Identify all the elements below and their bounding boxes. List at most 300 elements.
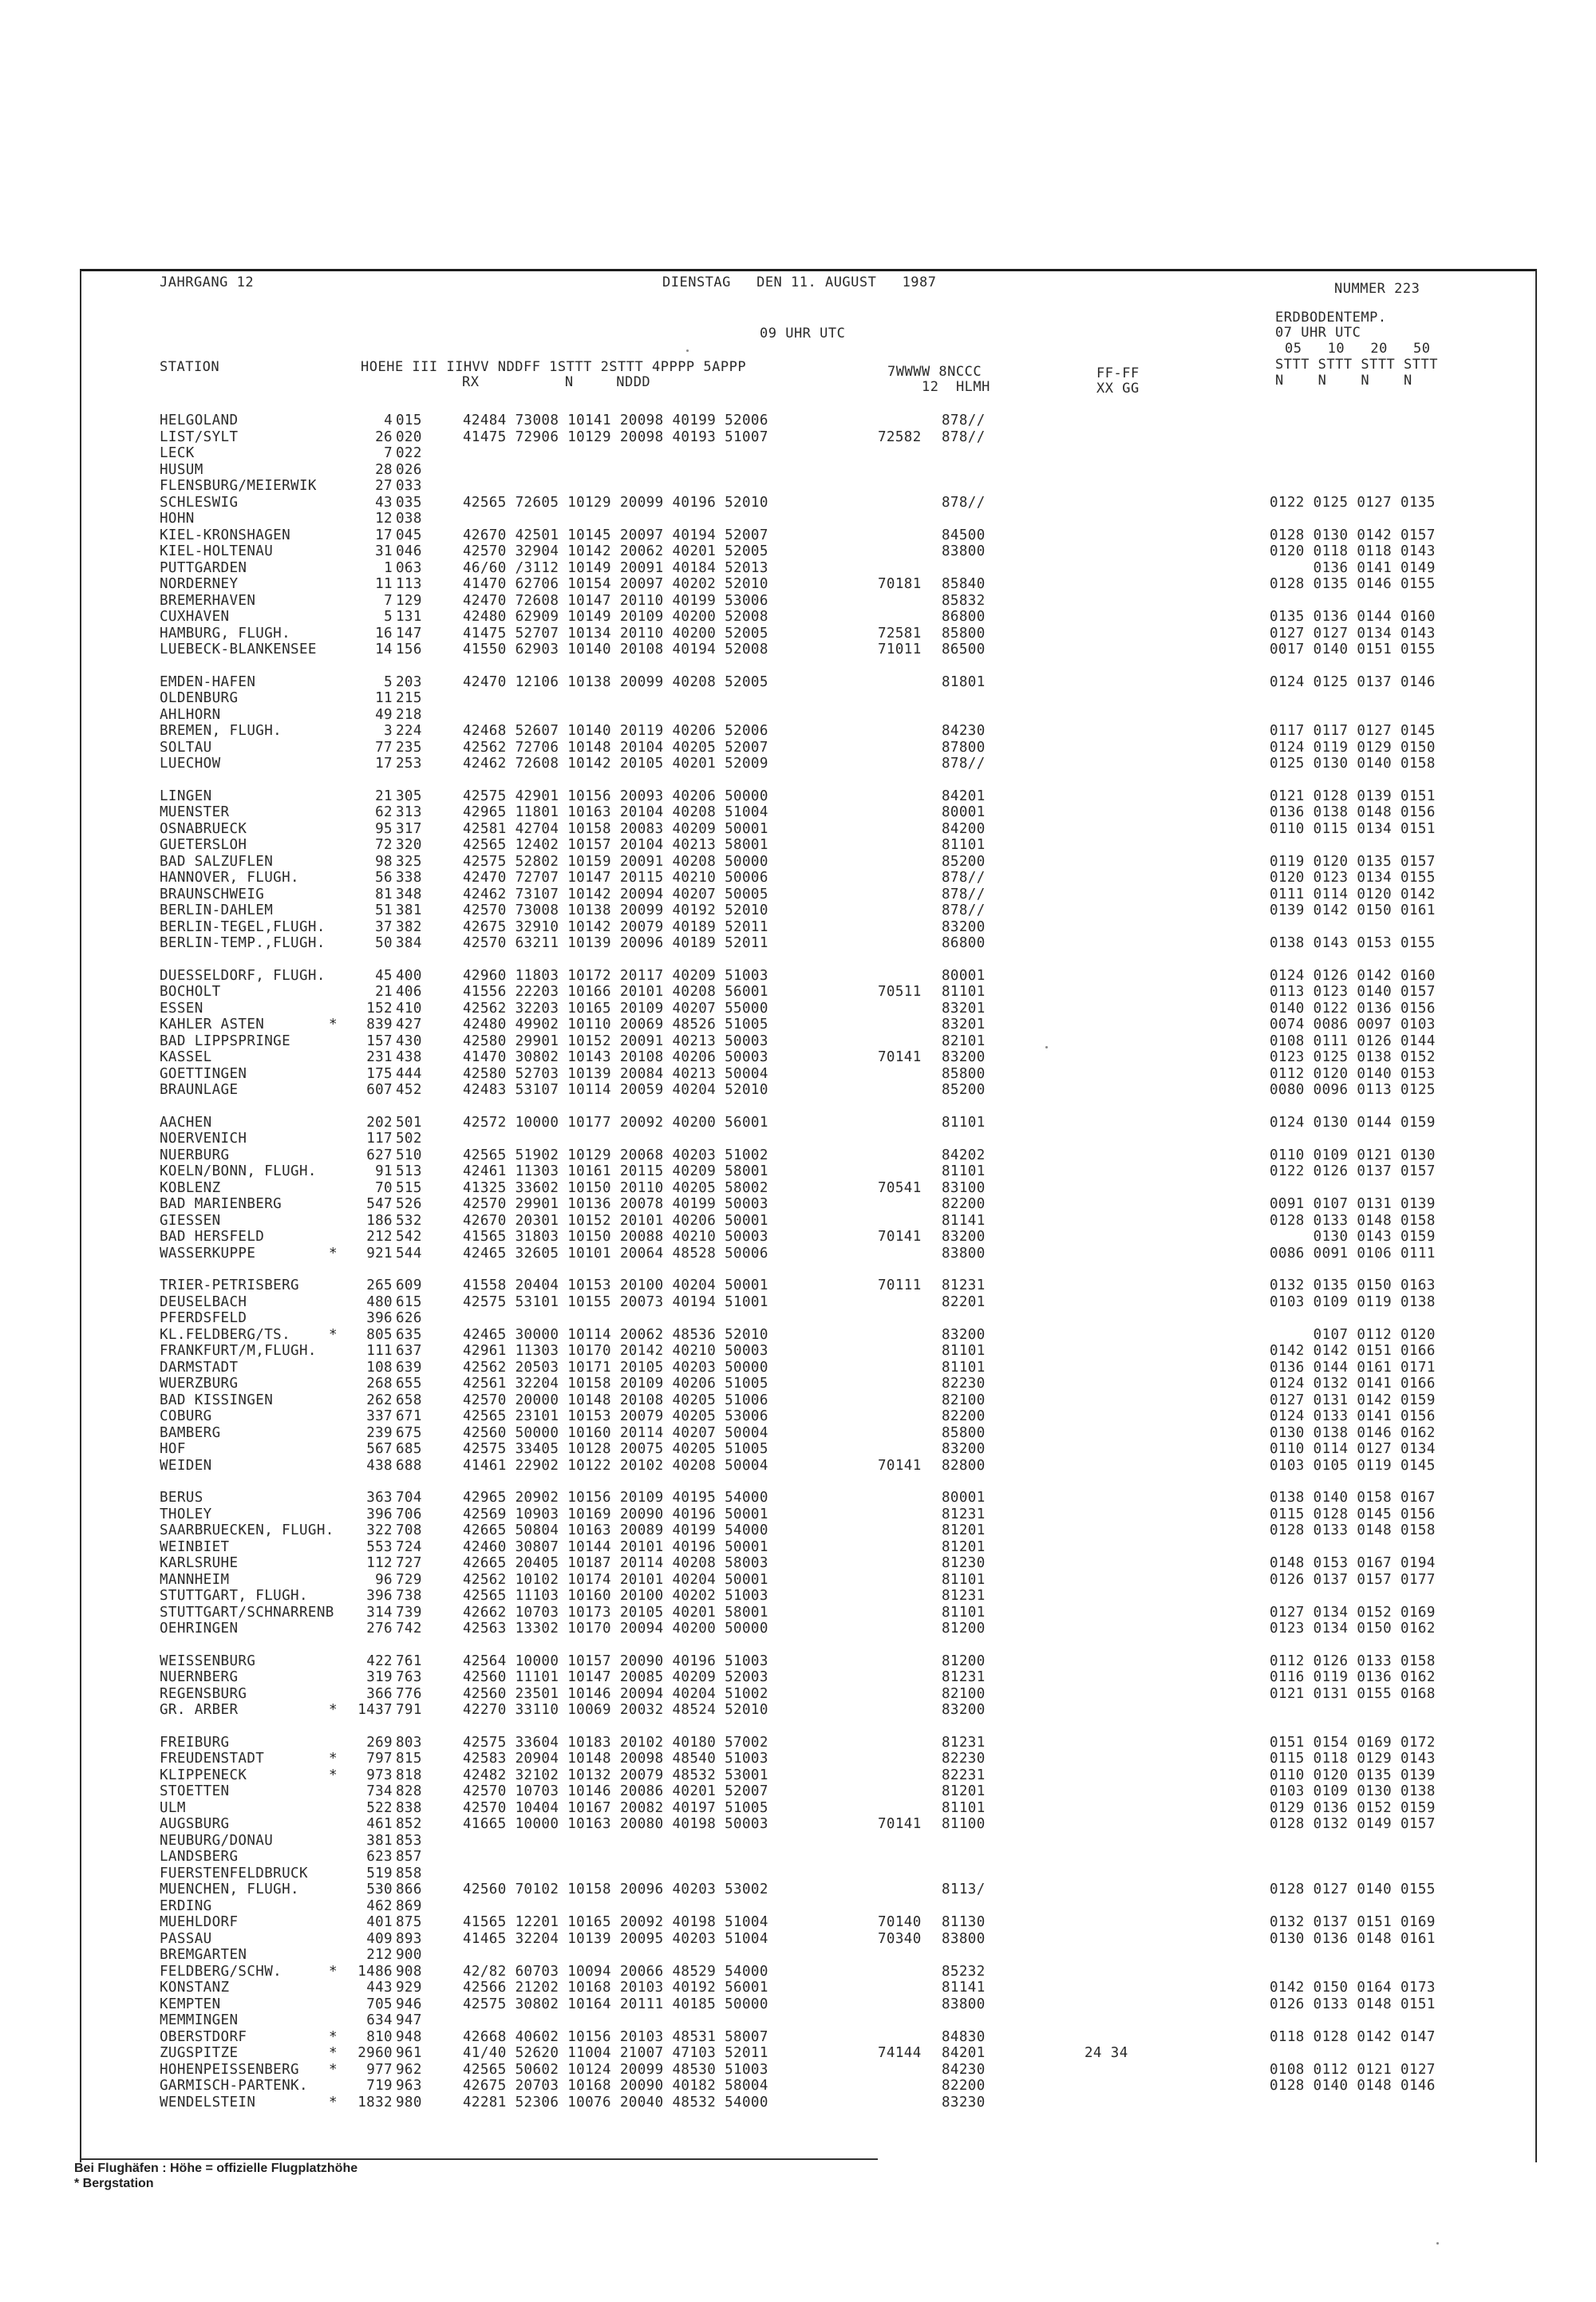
- soil-temp-title: ERDBODENTEMP.: [1275, 310, 1387, 326]
- weather-group-7: 70140: [878, 1914, 922, 1930]
- station-height: 112: [366, 1555, 393, 1571]
- station-name: FLENSBURG/MEIERWIK: [160, 478, 317, 494]
- station-index: 020: [396, 428, 422, 445]
- cloud-group-8: 878//: [942, 902, 986, 918]
- station-index: 900: [396, 1947, 422, 1963]
- station-height: 363: [366, 1490, 393, 1506]
- col-station: STATION: [160, 359, 220, 375]
- soil-temps: 0123 0125 0138 0152: [1270, 1049, 1436, 1065]
- station-name: HELGOLAND: [160, 413, 239, 428]
- station-name: BAD MARIENBERG: [160, 1196, 282, 1212]
- station-index: 866: [396, 1881, 422, 1897]
- soil-temps: 0130 0143 0159: [1270, 1229, 1436, 1245]
- station-height: 805: [366, 1326, 393, 1343]
- mountain-mark: *: [329, 2094, 338, 2110]
- station-height: 70: [375, 1179, 393, 1196]
- synop-groups: 42561 32204 10158 20109 40206 51005: [463, 1376, 768, 1392]
- station-height: 21: [375, 788, 393, 804]
- mountain-mark: *: [329, 2028, 338, 2045]
- station-name: NUERBURG: [160, 1147, 230, 1163]
- synop-groups: 42462 72608 10142 20105 40201 52009: [463, 756, 768, 772]
- soil-temps: 0128 0127 0140 0155: [1270, 1881, 1436, 1897]
- soil-temps: 0080 0096 0113 0125: [1270, 1082, 1436, 1098]
- station-name: DEUSELBACH: [160, 1293, 247, 1310]
- station-index: 739: [396, 1604, 422, 1621]
- station-height: 49: [375, 706, 393, 723]
- station-height: 5: [384, 673, 393, 690]
- cloud-group-8: 878//: [942, 756, 986, 772]
- weather-group-7: 70111: [878, 1277, 922, 1293]
- station-height: 607: [366, 1082, 393, 1098]
- station-name: MANNHEIM: [160, 1571, 230, 1588]
- soil-temps: 0103 0109 0119 0138: [1270, 1293, 1436, 1310]
- station-name: BAMBERG: [160, 1424, 221, 1441]
- soil-codes: STTT STTT STTT STTT: [1275, 357, 1438, 373]
- soil-temps: 0136 0141 0149: [1270, 559, 1436, 576]
- synop-groups: 42570 29901 10136 20078 40199 50003: [463, 1196, 768, 1212]
- station-height: 319: [366, 1669, 393, 1685]
- station-index: 675: [396, 1424, 422, 1441]
- soil-temps: 0129 0136 0152 0159: [1270, 1799, 1436, 1816]
- soil-temps: 0128 0130 0142 0157: [1270, 527, 1436, 543]
- cloud-group-8: 86800: [942, 935, 986, 951]
- station-index: 317: [396, 820, 422, 837]
- soil-temps: 0017 0140 0151 0155: [1270, 642, 1436, 657]
- station-name: WENDELSTEIN: [160, 2094, 256, 2110]
- synop-groups: 42580 29901 10152 20091 40213 50003: [463, 1033, 768, 1049]
- station-height: 50: [375, 935, 393, 951]
- station-index: 501: [396, 1114, 422, 1131]
- cloud-group-8: 84500: [942, 527, 986, 543]
- soil-temps: 0111 0114 0120 0142: [1270, 886, 1436, 902]
- station-height: 45: [375, 967, 393, 984]
- synop-groups: 42565 50602 10124 20099 48530 51003: [463, 2061, 768, 2078]
- cloud-group-8: 85832: [942, 592, 986, 609]
- cloud-group-8: 83800: [942, 1996, 986, 2012]
- synop-groups: 42562 20503 10171 20105 40203 50000: [463, 1359, 768, 1376]
- station-height: 443: [366, 1980, 393, 1996]
- cloud-group-8: 82230: [942, 1751, 986, 1767]
- soil-temps: 0127 0131 0142 0159: [1270, 1392, 1436, 1408]
- station-name: WEISSENBURG: [160, 1652, 256, 1669]
- station-name: WUERZBURG: [160, 1376, 239, 1392]
- synop-groups: 41470 30802 10143 20108 40206 50003: [463, 1049, 768, 1065]
- cloud-group-8: 81200: [942, 1621, 986, 1637]
- soil-temps: 0119 0120 0135 0157: [1270, 853, 1436, 870]
- station-index: 046: [396, 543, 422, 559]
- station-index: 776: [396, 1685, 422, 1702]
- station-index: 708: [396, 1522, 422, 1538]
- station-index: 513: [396, 1163, 422, 1179]
- weather-group-7: 72581: [878, 625, 922, 642]
- station-index: 384: [396, 935, 422, 951]
- synop-groups: 46/60 /3112 10149 20091 40184 52013: [463, 559, 768, 576]
- station-name: LANDSBERG: [160, 1849, 239, 1865]
- soil-depths: 05 10 20 50: [1285, 341, 1431, 357]
- synop-groups: 41556 22203 10166 20101 40208 56001: [463, 984, 768, 1000]
- cloud-group-8: 81201: [942, 1538, 986, 1555]
- soil-temps: 0127 0134 0152 0169: [1270, 1604, 1436, 1621]
- station-height: 462: [366, 1897, 393, 1914]
- station-height: 12: [375, 511, 393, 527]
- soil-temps: 0122 0125 0127 0135: [1270, 494, 1436, 511]
- synop-groups: 42575 30802 10164 20111 40185 50000: [463, 1996, 768, 2012]
- issue-number: NUMMER 223: [1334, 281, 1420, 297]
- station-height: 438: [366, 1457, 393, 1474]
- cloud-group-8: 81201: [942, 1783, 986, 1799]
- synop-groups: 42961 11303 10170 20142 40210 50003: [463, 1343, 768, 1359]
- cloud-group-8: 85200: [942, 1082, 986, 1098]
- cloud-group-8: 87800: [942, 739, 986, 756]
- station-index: 946: [396, 1996, 422, 2012]
- station-height: 7: [384, 592, 393, 609]
- cloud-group-8: 82101: [942, 1033, 986, 1049]
- soil-temps: 0130 0136 0148 0161: [1270, 1930, 1436, 1947]
- station-height: 322: [366, 1522, 393, 1538]
- soil-temps: 0110 0115 0134 0151: [1270, 820, 1436, 837]
- station-index: 838: [396, 1799, 422, 1816]
- station-index: 427: [396, 1017, 422, 1033]
- station-height: 17: [375, 756, 393, 772]
- synop-groups: 42670 42501 10145 20097 40194 52007: [463, 527, 768, 543]
- station-index: 908: [396, 1963, 422, 1980]
- station-height: 337: [366, 1408, 393, 1424]
- station-name: KL.FELDBERG/TS.: [160, 1326, 291, 1343]
- station-height: 480: [366, 1293, 393, 1310]
- cloud-group-8: 81141: [942, 1212, 986, 1229]
- station-name: PFERDSFELD: [160, 1310, 247, 1326]
- synop-groups: 42581 42704 10158 20083 40209 50001: [463, 820, 768, 837]
- soil-temps: 0117 0117 0127 0145: [1270, 723, 1436, 739]
- cloud-group-8: 85200: [942, 853, 986, 870]
- station-index: 763: [396, 1669, 422, 1685]
- mountain-mark: *: [329, 2045, 338, 2061]
- soil-temps: 0124 0133 0141 0156: [1270, 1408, 1436, 1424]
- station-height: 567: [366, 1441, 393, 1457]
- synop-groups: 41475 52707 10134 20110 40200 52005: [463, 625, 768, 642]
- cloud-group-8: 83800: [942, 1245, 986, 1262]
- station-index: 635: [396, 1326, 422, 1343]
- weather-group-7: 72582: [878, 428, 922, 445]
- station-index: 325: [396, 853, 422, 870]
- station-height: 212: [366, 1947, 393, 1963]
- station-index: 706: [396, 1506, 422, 1522]
- station-name: BOCHOLT: [160, 984, 221, 1000]
- soil-temps: 0121 0128 0139 0151: [1270, 788, 1436, 804]
- soil-temps: 0091 0107 0131 0139: [1270, 1196, 1436, 1212]
- station-index: 857: [396, 1849, 422, 1865]
- cloud-group-8: 85800: [942, 1065, 986, 1082]
- soil-temps: 0126 0137 0157 0177: [1270, 1571, 1436, 1588]
- station-height: 51: [375, 902, 393, 918]
- table-bottom-rule: [80, 2158, 878, 2160]
- synop-groups: 42465 32605 10101 20064 48528 50006: [463, 1245, 768, 1262]
- station-height: 1437: [358, 1702, 393, 1718]
- cloud-group-8: 86500: [942, 642, 986, 657]
- station-index: 853: [396, 1832, 422, 1849]
- synop-groups: 42270 33110 10069 20032 48524 52010: [463, 1702, 768, 1718]
- soil-temps: 0115 0128 0145 0156: [1270, 1506, 1436, 1522]
- station-name: KONSTANZ: [160, 1980, 230, 1996]
- station-name: BERUS: [160, 1490, 203, 1506]
- station-index: 639: [396, 1359, 422, 1376]
- station-index: 893: [396, 1930, 422, 1947]
- mountain-mark: *: [329, 1017, 338, 1033]
- station-name: ESSEN: [160, 1000, 203, 1017]
- wind-gust: 24 34: [1084, 2045, 1128, 2061]
- synop-groups: 42562 72706 10148 20104 40205 52007: [463, 739, 768, 756]
- station-index: 515: [396, 1179, 422, 1196]
- cloud-group-8: 81201: [942, 1522, 986, 1538]
- col-ff: FF-FF: [1096, 365, 1140, 381]
- station-height: 705: [366, 1996, 393, 2012]
- station-index: 658: [396, 1392, 422, 1408]
- station-height: 72: [375, 837, 393, 853]
- synop-groups: 42565 51902 10129 20068 40203 51002: [463, 1147, 768, 1163]
- station-index: 035: [396, 494, 422, 511]
- soil-temps: 0123 0134 0150 0162: [1270, 1621, 1436, 1637]
- cloud-group-8: 82201: [942, 1293, 986, 1310]
- station-index: 026: [396, 461, 422, 478]
- station-name: BAD SALZUFLEN: [160, 853, 274, 870]
- mountain-mark: *: [329, 1751, 338, 1767]
- synop-groups: 42575 52802 10159 20091 40208 50000: [463, 853, 768, 870]
- soil-temps: 0103 0109 0130 0138: [1270, 1783, 1436, 1799]
- station-index: 869: [396, 1897, 422, 1914]
- station-index: 626: [396, 1310, 422, 1326]
- station-height: 239: [366, 1424, 393, 1441]
- station-index: 655: [396, 1376, 422, 1392]
- station-index: 729: [396, 1571, 422, 1588]
- station-index: 544: [396, 1245, 422, 1262]
- station-index: 406: [396, 984, 422, 1000]
- mountain-mark: *: [329, 1963, 338, 1980]
- synop-groups: 41475 72906 10129 20098 40193 51007: [463, 428, 768, 445]
- station-name: THOLEY: [160, 1506, 212, 1522]
- station-index: 147: [396, 625, 422, 642]
- station-height: 27: [375, 478, 393, 494]
- col-weather: 7WWWW 8NCCC: [887, 364, 982, 380]
- station-height: 21: [375, 984, 393, 1000]
- station-height: 14: [375, 642, 393, 657]
- station-name: OSNABRUECK: [160, 820, 247, 837]
- synop-groups: 42281 52306 10076 20040 48532 54000: [463, 2094, 768, 2110]
- cloud-group-8: 83200: [942, 1229, 986, 1245]
- station-name: EMDEN-HAFEN: [160, 673, 256, 690]
- soil-temps: 0151 0154 0169 0172: [1270, 1734, 1436, 1751]
- synop-groups: 42470 72608 10147 20110 40199 53006: [463, 592, 768, 609]
- weather-group-7: 74144: [878, 2045, 922, 2061]
- station-height: 1: [384, 559, 393, 576]
- station-name: FREIBURG: [160, 1734, 230, 1751]
- synop-groups: 42560 11101 10147 20085 40209 52003: [463, 1669, 768, 1685]
- station-height: 26: [375, 428, 393, 445]
- synop-groups: 42470 72707 10147 20115 40210 50006: [463, 870, 768, 886]
- soil-temps: 0128 0133 0148 0158: [1270, 1212, 1436, 1229]
- station-index: 045: [396, 527, 422, 543]
- cloud-group-8: 81130: [942, 1914, 986, 1930]
- station-height: 175: [366, 1065, 393, 1082]
- station-index: 615: [396, 1293, 422, 1310]
- cloud-group-8: 82231: [942, 1767, 986, 1783]
- soil-temps: 0120 0118 0118 0143: [1270, 543, 1436, 559]
- station-index: 235: [396, 739, 422, 756]
- station-name: KASSEL: [160, 1049, 212, 1065]
- soil-temps: 0124 0130 0144 0159: [1270, 1114, 1436, 1131]
- station-height: 627: [366, 1147, 393, 1163]
- station-height: 1832: [358, 2094, 393, 2110]
- soil-temps: 0124 0132 0141 0166: [1270, 1376, 1436, 1392]
- station-index: 929: [396, 1980, 422, 1996]
- cloud-group-8: 81231: [942, 1588, 986, 1604]
- station-height: 91: [375, 1163, 393, 1179]
- synop-groups: 42675 32910 10142 20079 40189 52011: [463, 918, 768, 935]
- cloud-group-8: 85840: [942, 576, 986, 592]
- synop-groups: 42575 33604 10183 20102 40180 57002: [463, 1734, 768, 1751]
- station-name: KARLSRUHE: [160, 1555, 239, 1571]
- synop-groups: 42566 21202 10168 20103 40192 56001: [463, 1980, 768, 1996]
- station-height: 381: [366, 1832, 393, 1849]
- cloud-group-8: 83200: [942, 1702, 986, 1718]
- station-height: 265: [366, 1277, 393, 1293]
- station-name: MUEHLDORF: [160, 1914, 239, 1930]
- station-name: KOBLENZ: [160, 1179, 221, 1196]
- cloud-group-8: 83200: [942, 918, 986, 935]
- cloud-group-8: 878//: [942, 886, 986, 902]
- station-height: 262: [366, 1392, 393, 1408]
- soil-temps: 0132 0137 0151 0169: [1270, 1914, 1436, 1930]
- station-height: 5: [384, 609, 393, 625]
- station-name: REGENSBURG: [160, 1685, 247, 1702]
- cloud-group-8: 84201: [942, 788, 986, 804]
- station-height: 16: [375, 625, 393, 642]
- station-height: 108: [366, 1359, 393, 1376]
- station-name: BAD HERSFELD: [160, 1229, 265, 1245]
- cloud-group-8: 81231: [942, 1277, 986, 1293]
- station-index: 015: [396, 413, 422, 428]
- station-name: COBURG: [160, 1408, 212, 1424]
- synop-groups: 42563 13302 10170 20094 40200 50000: [463, 1621, 768, 1637]
- station-index: 305: [396, 788, 422, 804]
- station-height: 117: [366, 1131, 393, 1147]
- soil-temps: 0120 0123 0134 0155: [1270, 870, 1436, 886]
- synop-groups: 42575 42901 10156 20093 40206 50000: [463, 788, 768, 804]
- station-index: 724: [396, 1538, 422, 1555]
- station-name: HOHENPEISSENBERG: [160, 2061, 299, 2078]
- synop-groups: 42565 11103 10160 20100 40202 51003: [463, 1588, 768, 1604]
- station-index: 738: [396, 1588, 422, 1604]
- cloud-group-8: 83100: [942, 1179, 986, 1196]
- soil-temps: 0139 0142 0150 0161: [1270, 902, 1436, 918]
- station-name: LUEBECK-BLANKENSEE: [160, 642, 317, 657]
- station-index: 526: [396, 1196, 422, 1212]
- cloud-group-8: 81801: [942, 673, 986, 690]
- station-index: 038: [396, 511, 422, 527]
- soil-temp-time: 07 UHR UTC: [1275, 325, 1361, 341]
- soil-temps: 0108 0111 0126 0144: [1270, 1033, 1436, 1049]
- station-name: SCHLESWIG: [160, 494, 239, 511]
- synop-groups: 42675 20703 10168 20090 40182 58004: [463, 2078, 768, 2094]
- cloud-group-8: 81200: [942, 1652, 986, 1669]
- station-name: FREUDENSTADT: [160, 1751, 265, 1767]
- cloud-group-8: 81101: [942, 1114, 986, 1131]
- station-height: 396: [366, 1588, 393, 1604]
- station-height: 11: [375, 576, 393, 592]
- synop-groups: 42583 20904 10148 20098 48540 51003: [463, 1751, 768, 1767]
- synop-groups: 42960 11803 10172 20117 40209 51003: [463, 967, 768, 984]
- weather-group-7: 70340: [878, 1930, 922, 1947]
- soil-temps: 0116 0119 0136 0162: [1270, 1669, 1436, 1685]
- cloud-group-8: 84201: [942, 2045, 986, 2061]
- station-index: 313: [396, 804, 422, 820]
- weather-group-7: 71011: [878, 642, 922, 657]
- station-index: 852: [396, 1816, 422, 1832]
- cloud-group-8: 85800: [942, 1424, 986, 1441]
- weather-group-7: 70141: [878, 1049, 922, 1065]
- station-height: 98: [375, 853, 393, 870]
- station-name: ULM: [160, 1799, 186, 1816]
- station-height: 366: [366, 1685, 393, 1702]
- station-index: 430: [396, 1033, 422, 1049]
- station-name: PUTTGARDEN: [160, 559, 247, 576]
- station-index: 510: [396, 1147, 422, 1163]
- soil-temps: 0108 0112 0121 0127: [1270, 2061, 1436, 2078]
- cloud-group-8: 82200: [942, 1408, 986, 1424]
- cloud-group-8: 83800: [942, 1930, 986, 1947]
- synop-groups: 42668 40602 10156 20103 48531 58007: [463, 2028, 768, 2045]
- station-name: NOERVENICH: [160, 1131, 247, 1147]
- cloud-group-8: 83800: [942, 543, 986, 559]
- soil-temps: 0136 0138 0148 0156: [1270, 804, 1436, 820]
- station-name: STOETTEN: [160, 1783, 230, 1799]
- station-height: 96: [375, 1571, 393, 1588]
- station-height: 77: [375, 739, 393, 756]
- station-height: 553: [366, 1538, 393, 1555]
- cloud-group-8: 878//: [942, 494, 986, 511]
- station-name: BERLIN-DAHLEM: [160, 902, 274, 918]
- station-name: BERLIN-TEMP.,FLUGH.: [160, 935, 326, 951]
- synop-groups: 42470 12106 10138 20099 40208 52005: [463, 673, 768, 690]
- station-name: GIESSEN: [160, 1212, 221, 1229]
- station-name: LINGEN: [160, 788, 212, 804]
- station-name: LIST/SYLT: [160, 428, 239, 445]
- station-index: 203: [396, 673, 422, 690]
- cloud-group-8: 80001: [942, 804, 986, 820]
- station-name: BAD KISSINGEN: [160, 1392, 274, 1408]
- synop-groups: 42460 30807 10144 20101 40196 50001: [463, 1538, 768, 1555]
- station-height: 977: [366, 2061, 393, 2078]
- synop-groups: 42565 23101 10153 20079 40205 53006: [463, 1408, 768, 1424]
- cloud-group-8: 80001: [942, 967, 986, 984]
- soil-temps: 0118 0128 0142 0147: [1270, 2028, 1436, 2045]
- soil-temps: 0128 0132 0149 0157: [1270, 1816, 1436, 1832]
- station-height: 268: [366, 1376, 393, 1392]
- cloud-group-8: 84230: [942, 723, 986, 739]
- station-index: 348: [396, 886, 422, 902]
- cloud-group-8: 81101: [942, 984, 986, 1000]
- station-name: BRAUNSCHWEIG: [160, 886, 265, 902]
- soil-temps: 0130 0138 0146 0162: [1270, 1424, 1436, 1441]
- soil-temps: 0110 0114 0127 0134: [1270, 1441, 1436, 1457]
- station-name: WEIDEN: [160, 1457, 212, 1474]
- station-height: 810: [366, 2028, 393, 2045]
- station-name: CUXHAVEN: [160, 609, 230, 625]
- station-name: FELDBERG/SCHW.: [160, 1963, 282, 1980]
- station-index: 704: [396, 1490, 422, 1506]
- synop-groups: 42562 10102 10174 20101 40204 50001: [463, 1571, 768, 1588]
- cloud-group-8: 8113/: [942, 1881, 986, 1897]
- station-name: MEMMINGEN: [160, 2012, 239, 2028]
